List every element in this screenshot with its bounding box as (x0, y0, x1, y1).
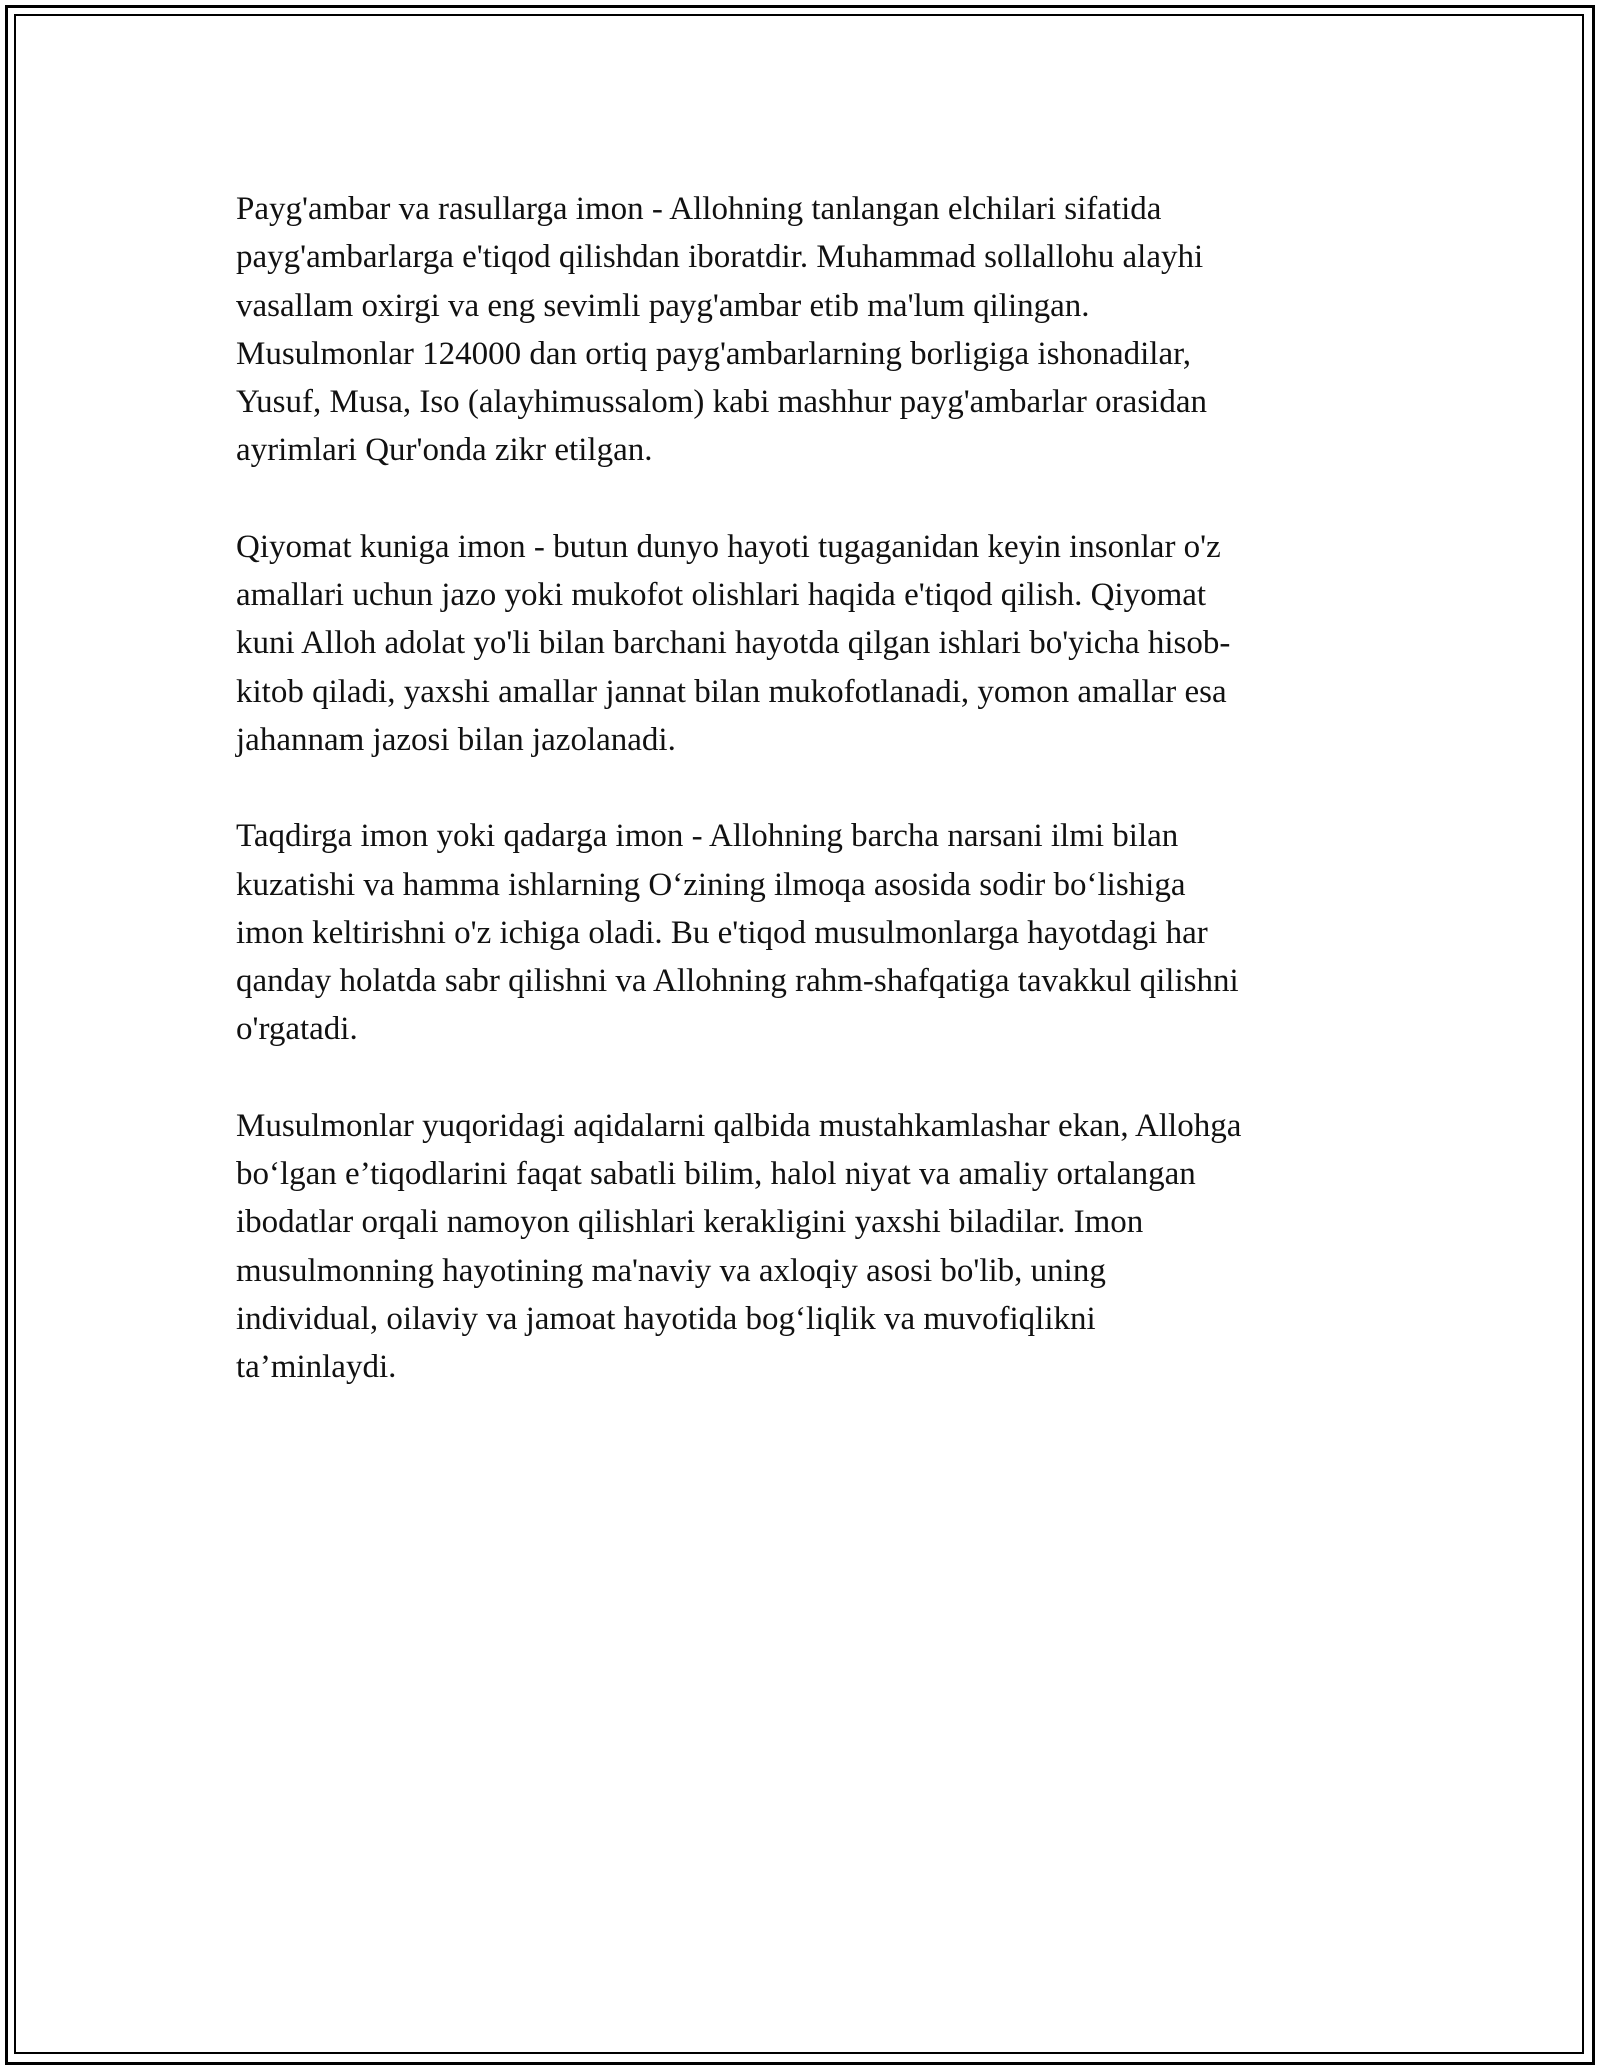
paragraph-destiny: Taqdirga imon yoki qadarga imon - Allohning barcha narsani ilmi bilan kuzatishi va hamma ishlarning O‘zining ilmoqa asosida sodir bo‘lishiga imon keltirishni o'z ichiga oladi. Bu e'tiqod musulmonlarga hayotdagi har qanday holatda sabr qilishni va Allohning rahm-shafqatiga tavakkul qilishni o'rgatadi. (236, 818, 1239, 1048)
document-body (236, 185, 1386, 1440)
paragraph-conclusion: Musulmonlar yuqoridagi aqidalarni qalbida mustahkamlashar ekan, Allohga bo‘lgan e’tiqodlarini faqat sabatli bilim, halol niyat va amaliy ortalangan ibodatlar orqali namoyon qilishlari kerakligini yaxshi biladilar. Imon musulmonning hayotining ma'naviy va axloqiy asosi bo'lib, uning individual, oilaviy va jamoat hayotida bog‘liqlik va muvofiqlikni ta’minlaydi. (236, 1107, 1242, 1386)
paragraph-judgment-day: Qiyomat kuniga imon - butun dunyo hayoti tugaganidan keyin insonlar o'z amallari uchun jazo yoki mukofot olishlari haqida e'tiqod qilish. Qiyomat kuni Alloh adolat yo'li bilan barchani hayotda qilgan ishlari bo'yicha hisob- kitob qiladi, yaxshi amallar jannat bilan mukofotlanadi, yomon amallar esa jahannam jazosi bilan jazolanadi. (236, 528, 1231, 758)
paragraph-prophets: Payg'ambar va rasullarga imon - Allohning tanlangan elchilari sifatida payg'ambarlarga e'tiqod qilishdan iboratdir. Muhammad sollallohu alayhi vasallam oxirgi va eng sevimli payg'ambar etib ma'lum qilingan. Musulmonlar 124000 dan ortiq payg'ambarlarning borligiga ishonadilar, Yusuf, Musa, Iso (alayhimussalom) kabi mashhur payg'ambarlar orasidan ayrimlari Qur'onda zikr etilgan. (236, 191, 1207, 469)
